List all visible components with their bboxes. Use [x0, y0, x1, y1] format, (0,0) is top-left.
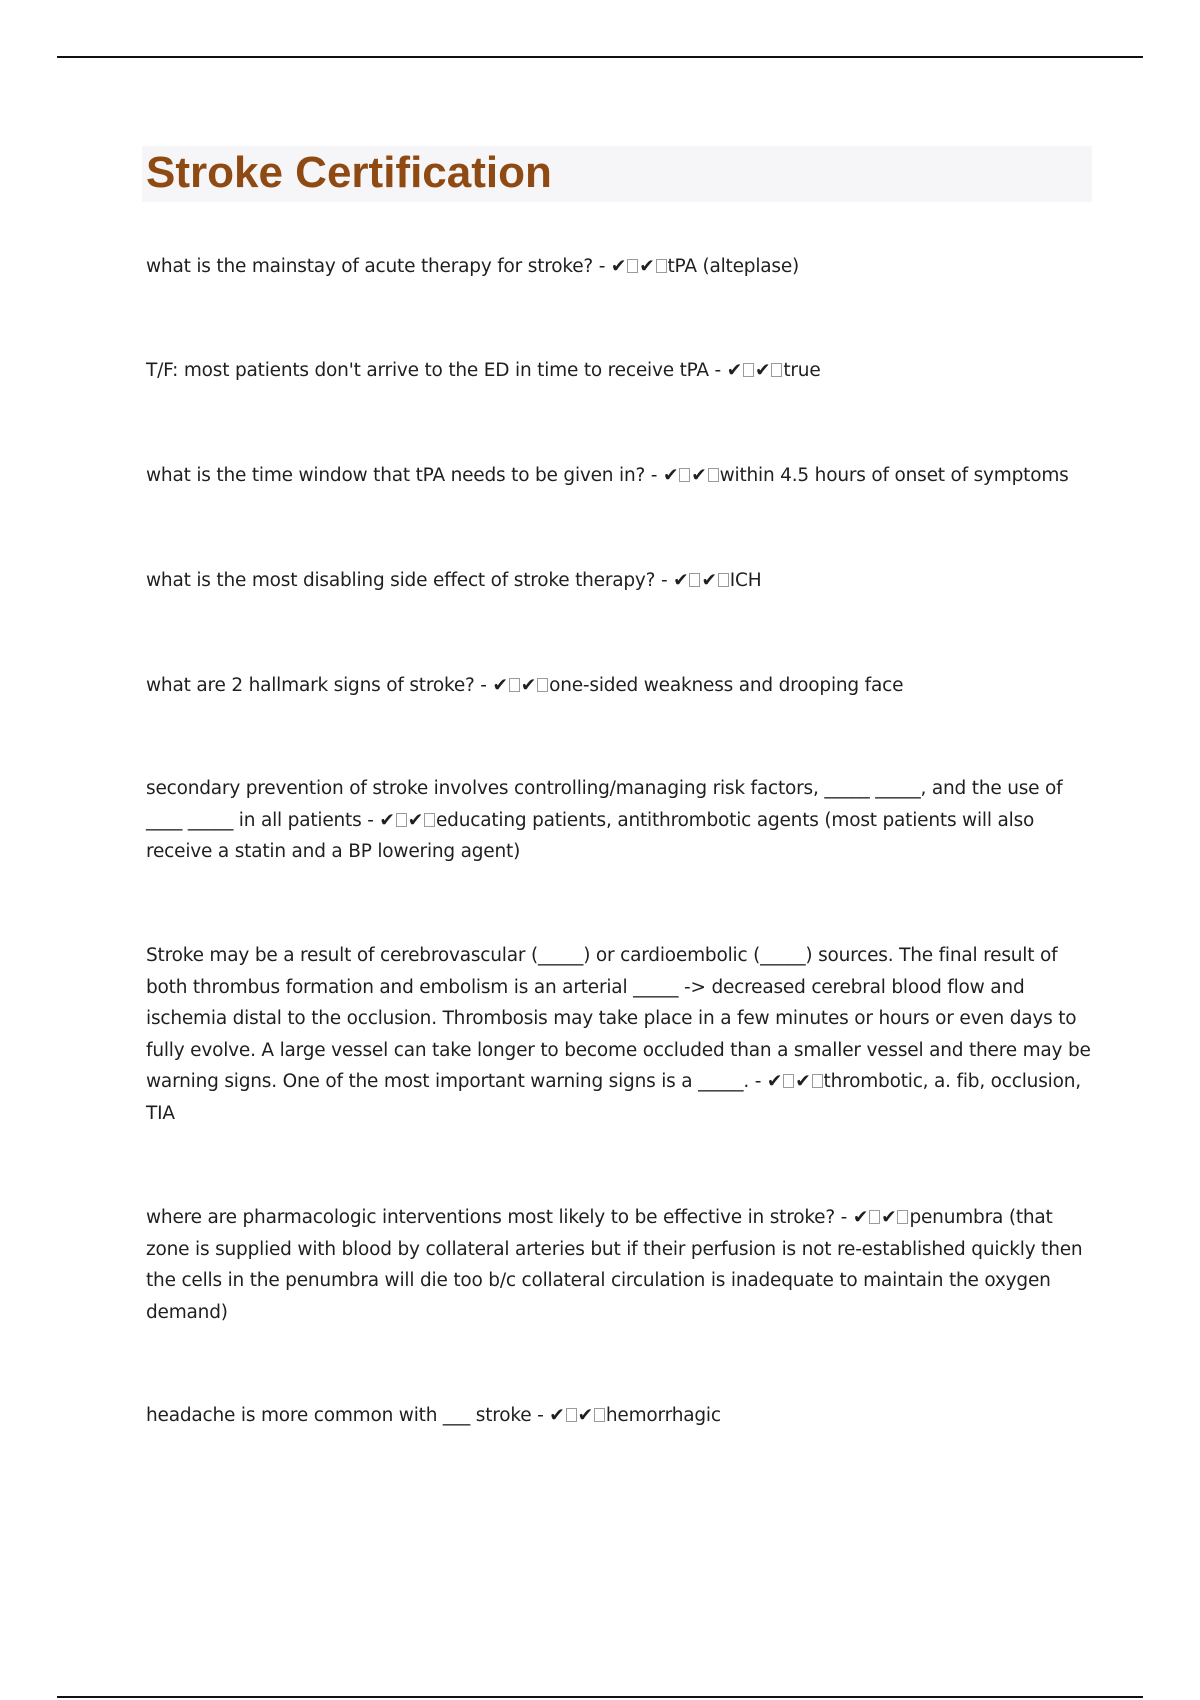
checkmark-icon: ✔ — [379, 809, 395, 831]
question-text: Stroke may be a result of cerebrovascular (_____) or cardioembolic (_____) sources. The final result of both thrombus formation and embolism is an arterial _____ -> decreased cerebral blood flow and ischemia distal to the occlusion. Thrombosis may take place in a few minutes or hours or even days to fully evolve. A large vessel can take longer to become occluded than a smaller vessel and there may be warning signs. One of the most important warning signs is a _____. — [146, 945, 1091, 1092]
checkmark-icon: ✔ — [755, 360, 771, 381]
box-icon — [656, 259, 667, 273]
checkmark-icon: ✔ — [766, 1071, 783, 1092]
qa-item — [146, 460, 1096, 492]
answer-text: educating patients, antithrombotic agents (most patients will also receive a statin and a BP lowering agent) — [146, 809, 1035, 862]
question-text: where are pharmacologic interventions most likely to be effective in stroke? — [146, 1207, 835, 1228]
box-icon — [718, 573, 729, 587]
qa-item — [146, 565, 1096, 597]
answer-text: thrombotic, a. fib, occlusion, TIA — [146, 1071, 1081, 1124]
box-icon — [771, 363, 782, 377]
box-icon — [897, 1210, 908, 1224]
question-text: what is the mainstay of acute therapy for stroke? — [146, 256, 594, 277]
qa-item — [146, 670, 1096, 702]
checkmark-icon: ✔ — [726, 360, 743, 381]
separator: - — [361, 809, 380, 831]
checkmark-icon: ✔ — [673, 570, 689, 591]
box-icon — [679, 468, 690, 482]
box-icon — [509, 678, 520, 692]
box-icon — [783, 1074, 794, 1088]
checkmark-icon: ✔ — [662, 465, 679, 486]
box-icon — [537, 678, 548, 692]
answer-text: ICH — [729, 570, 762, 591]
box-icon — [689, 573, 700, 587]
box-icon — [869, 1210, 880, 1224]
question-text: T/F: most patients don't arrive to the ED in time to receive tPA — [146, 360, 709, 381]
qa-item — [146, 940, 1096, 1129]
qa-item — [146, 1400, 1096, 1432]
box-icon — [743, 363, 754, 377]
separator: - — [474, 675, 493, 696]
top-rule — [57, 56, 1143, 58]
checkmark-icon: ✔ — [701, 570, 717, 591]
separator: - — [655, 570, 674, 591]
answer-text: one-sided weakness and drooping face — [549, 675, 904, 696]
separator: - — [749, 1071, 767, 1092]
box-icon — [424, 813, 435, 827]
checkmark-icon: ✔ — [407, 809, 423, 831]
checkmark-icon: ✔ — [549, 1405, 565, 1426]
box-icon — [566, 1408, 577, 1422]
separator: - — [531, 1405, 550, 1426]
checkmark-icon: ✔ — [577, 1405, 593, 1426]
answer-text: penumbra (that zone is supplied with blood by collateral arteries but if their perfusion is not re-established quickly then the cells in the penumbra will die too b/c collateral circulation is inadequate to maintain the oxygen demand) — [146, 1207, 1083, 1323]
qa-item — [146, 251, 1096, 283]
checkmark-icon: ✔ — [520, 675, 537, 696]
qa-item — [146, 355, 1096, 387]
checkmark-icon: ✔ — [492, 675, 508, 696]
answer-text: within 4.5 hours of onset of symptoms — [719, 465, 1069, 486]
answer-text: tPA (alteplase) — [667, 256, 800, 277]
separator: - — [593, 256, 611, 277]
qa-item — [146, 1202, 1096, 1328]
answer-text: true — [783, 360, 821, 381]
answer-text: hemorrhagic — [605, 1405, 721, 1426]
box-icon — [396, 813, 407, 827]
bottom-rule — [57, 1696, 1143, 1698]
question-text: secondary prevention of stroke involves controlling/managing risk factors, _____ _____, and the use of ____ _____ in all patients — [146, 778, 1063, 831]
qa-item — [146, 773, 1096, 868]
checkmark-icon: ✔ — [795, 1071, 811, 1092]
box-icon — [594, 1408, 605, 1422]
checkmark-icon: ✔ — [610, 256, 627, 277]
box-icon — [812, 1074, 823, 1088]
question-text: headache is more common with ___ stroke — [146, 1405, 532, 1426]
document-title: Stroke Certification — [146, 148, 552, 197]
separator: - — [708, 360, 727, 381]
question-text: what is the time window that tPA needs to be given in? — [146, 465, 646, 486]
checkmark-icon: ✔ — [881, 1207, 897, 1228]
box-icon — [627, 259, 638, 273]
question-text: what is the most disabling side effect of stroke therapy? — [146, 570, 656, 591]
box-icon — [708, 468, 719, 482]
checkmark-icon: ✔ — [691, 465, 707, 486]
question-text: what are 2 hallmark signs of stroke? — [146, 675, 475, 696]
separator: - — [834, 1207, 853, 1228]
checkmark-icon: ✔ — [639, 256, 655, 277]
separator: - — [645, 465, 663, 486]
checkmark-icon: ✔ — [852, 1207, 869, 1228]
